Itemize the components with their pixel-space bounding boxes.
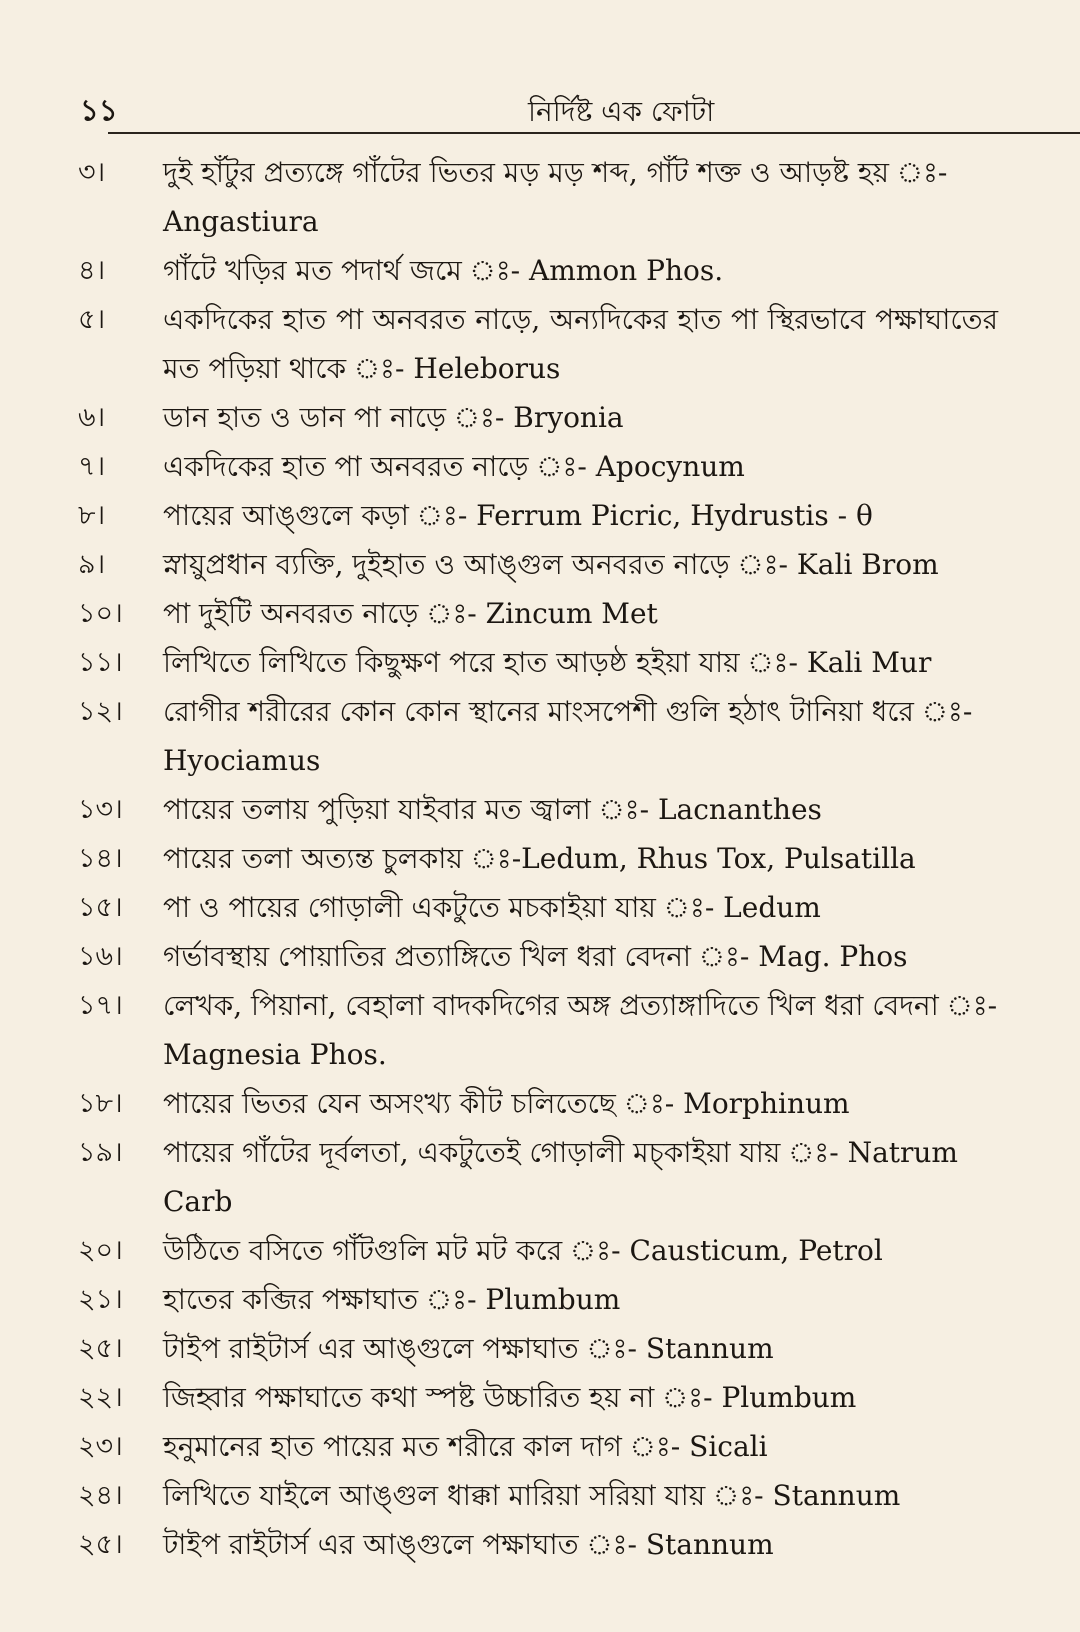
remedy-entry: [0, 589, 1080, 638]
entry-text: পা দুইটি অনবরত নাড়ে ঃ- Zincum Met: [163, 597, 658, 630]
entry-number: ৬।: [78, 402, 106, 433]
remedy-entry: [0, 883, 1080, 932]
remedy-list: [0, 148, 1080, 1569]
remedy-entry: [0, 1275, 1080, 1324]
entry-text: পায়ের তলায় পুড়িয়া যাইবার মত জ্বালা ঃ- Lacnanthes: [163, 793, 822, 826]
entry-text: হনুমানের হাত পায়ের মত শরীরে কাল দাগ ঃ- Sicali: [163, 1430, 768, 1463]
page-header: [80, 88, 1080, 132]
entry-text: জিহ্বার পক্ষাঘাতে কথা স্পষ্ট উচ্চারিত হয় না ঃ- Plumbum: [163, 1381, 857, 1414]
entry-text: পায়ের আঙ্গুলে কড়া ঃ- Ferrum Picric, Hydrustis - θ: [163, 499, 873, 532]
running-title: নির্দিষ্ট এক ফোটা: [528, 95, 715, 128]
entry-number: ২৩।: [78, 1431, 123, 1462]
remedy-entry: [0, 932, 1080, 981]
entry-number: ৫।: [78, 304, 106, 335]
remedy-entry: [0, 638, 1080, 687]
entry-number: ২৫।: [78, 1529, 123, 1560]
remedy-entry: [0, 295, 1080, 393]
entry-text: হাতের কব্জির পক্ষাঘাত ঃ- Plumbum: [163, 1283, 621, 1316]
remedy-entry: [0, 687, 1080, 785]
entry-number: ২৫।: [78, 1333, 123, 1364]
entry-number: ৩।: [78, 157, 106, 188]
entry-text: লিখিতে যাইলে আঙ্গুল ধাক্কা মারিয়া সরিয়া যায় ঃ- Stannum: [163, 1479, 901, 1512]
remedy-entry: [0, 1422, 1080, 1471]
entry-text: পা ও পায়ের গোড়ালী একটুতে মচকাইয়া যায় ঃ- Ledum: [163, 891, 821, 924]
remedy-entry: [0, 1079, 1080, 1128]
remedy-entry: [0, 981, 1080, 1079]
remedy-entry: [0, 834, 1080, 883]
entry-text: উঠিতে বসিতে গাঁটগুলি মট মট করে ঃ- Causticum, Petrol: [163, 1234, 883, 1267]
entry-number: ১৩।: [78, 794, 123, 825]
entry-number: ১২।: [78, 696, 123, 727]
remedy-entry: [0, 1128, 1080, 1226]
entry-number: ২৪।: [78, 1480, 123, 1511]
entry-number: ১৭।: [78, 990, 123, 1021]
remedy-entry: [0, 1226, 1080, 1275]
remedy-entry: [0, 540, 1080, 589]
entry-text: লেখক, পিয়ানা, বেহালা বাদকদিগের অঙ্গ প্রত্যাঙ্গাদিতে খিল ধরা বেদনা ঃ- Magnesia Phos.: [163, 989, 998, 1071]
entry-text: ডান হাত ও ডান পা নাড়ে ঃ- Bryonia: [163, 401, 624, 434]
entry-text: টাইপ রাইটার্স এর আঙ্গুলে পক্ষাঘাত ঃ- Stannum: [163, 1332, 774, 1365]
header-rule: [108, 132, 1080, 134]
entry-text: একদিকের হাত পা অনবরত নাড়ে ঃ- Apocynum: [163, 450, 745, 483]
entry-number: ৯।: [78, 549, 106, 580]
remedy-entry: [0, 442, 1080, 491]
entry-number: ১১।: [78, 647, 123, 678]
entry-text: গাঁটে খড়ির মত পদার্থ জমে ঃ- Ammon Phos.: [163, 254, 724, 287]
entry-number: ২২।: [78, 1382, 123, 1413]
entry-text: পায়ের ভিতর যেন অসংখ্য কীট চলিতেছে ঃ- Morphinum: [163, 1087, 850, 1120]
entry-number: ৪।: [78, 255, 106, 286]
entry-number: ২০।: [78, 1235, 123, 1266]
entry-number: ১০।: [78, 598, 123, 629]
entry-text: একদিকের হাত পা অনবরত নাড়ে, অন্যদিকের হাত পা স্থিরভাবে পক্ষাঘাতের মত পড়িয়া থাকে ঃ- Heleborus: [163, 303, 998, 385]
entry-text: গর্ভাবস্থায় পোয়াতির প্রত্যাঙ্গিতে খিল ধরা বেদনা ঃ- Mag. Phos: [163, 940, 908, 973]
remedy-entry: [0, 1373, 1080, 1422]
entry-text: লিখিতে লিখিতে কিছুক্ষণ পরে হাত আড়ষ্ঠ হইয়া যায় ঃ- Kali Mur: [163, 646, 932, 679]
entry-text: দুই হাঁটুর প্রত্যঙ্গে গাঁটের ভিতর মড় মড় শব্দ, গাঁট শক্ত ও আড়ষ্ট হয় ঃ- Angastiura: [163, 156, 948, 238]
remedy-entry: [0, 1324, 1080, 1373]
remedy-entry: [0, 491, 1080, 540]
entry-number: ১৫।: [78, 892, 123, 923]
page-number: ১১: [80, 93, 118, 127]
entry-number: ২১।: [78, 1284, 123, 1315]
remedy-entry: [0, 1520, 1080, 1569]
remedy-entry: [0, 1471, 1080, 1520]
remedy-entry: [0, 246, 1080, 295]
remedy-entry: [0, 785, 1080, 834]
remedy-entry: [0, 393, 1080, 442]
entry-number: ৭।: [78, 451, 106, 482]
entry-number: ১৮।: [78, 1088, 123, 1119]
entry-text: পায়ের তলা অত্যন্ত চুলকায় ঃ-Ledum, Rhus Tox, Pulsatilla: [163, 842, 916, 875]
entry-text: পায়ের গাঁটের দূর্বলতা, একটুতেই গোড়ালী মচ্‌কাইয়া যায় ঃ- Natrum Carb: [163, 1136, 958, 1218]
entry-text: টাইপ রাইটার্স এর আঙ্গুলে পক্ষাঘাত ঃ- Stannum: [163, 1528, 774, 1561]
entry-number: ১৯।: [78, 1137, 123, 1168]
entry-number: ৮।: [78, 500, 106, 531]
entry-text: রোগীর শরীরের কোন কোন স্থানের মাংসপেশী গুলি হঠাৎ টানিয়া ধরে ঃ- Hyociamus: [163, 695, 973, 777]
entry-number: ১৬।: [78, 941, 123, 972]
remedy-entry: [0, 148, 1080, 246]
entry-text: স্নায়ুপ্রধান ব্যক্তি, দুইহাত ও আঙ্গুল অনবরত নাড়ে ঃ- Kali Brom: [163, 548, 939, 581]
entry-number: ১৪।: [78, 843, 123, 874]
